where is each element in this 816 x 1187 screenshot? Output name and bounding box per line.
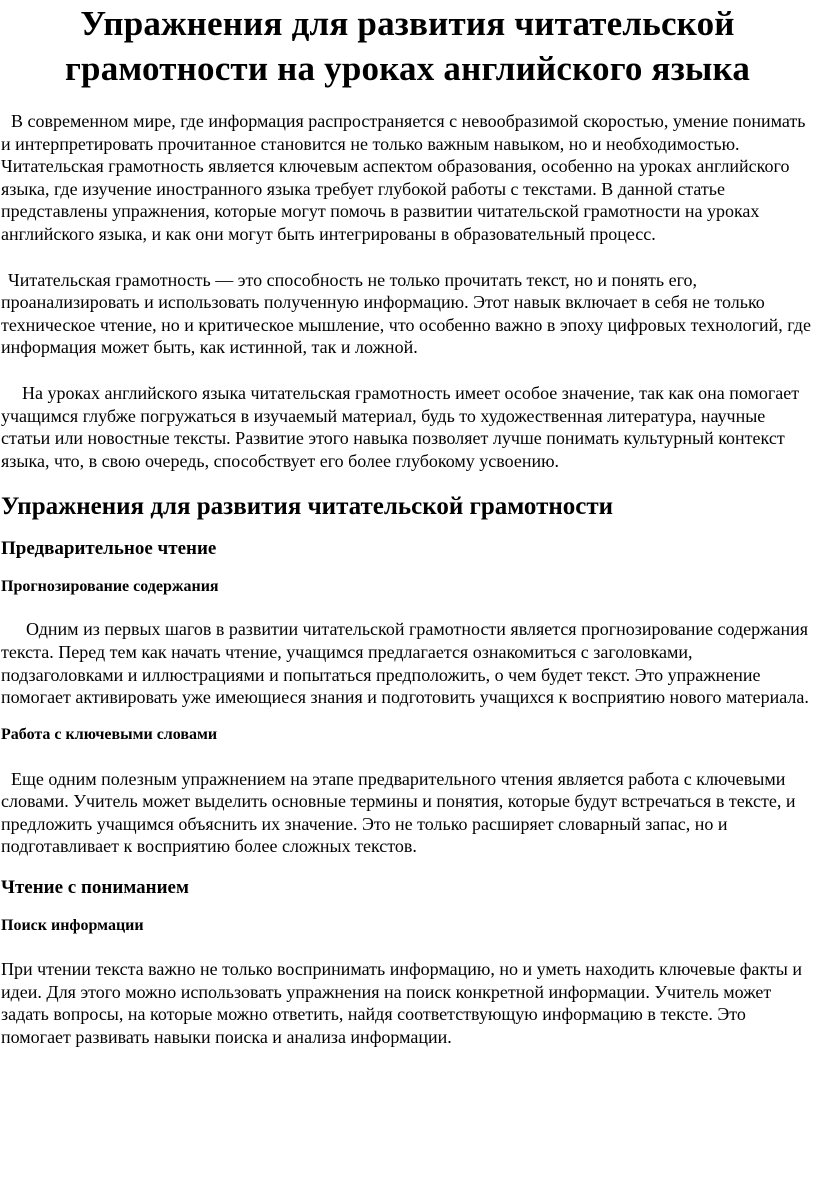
predicting-paragraph: Одним из первых шагов в развитии читательской грамотности является прогнозирование содержания текста. Перед тем как начать чтение, учащимся предлагается ознакомиться с заголовками, подзаголовками и иллюстрациями и попытаться предположить, о чем будет текст. Это упражнение помогает активировать уже имеющиеся знания и подготовить учащихся к восприятию нового материала. bbox=[1, 619, 809, 708]
exercises-section-heading: Упражнения для развития читательской грамотности bbox=[1, 493, 614, 521]
information-search-paragraph: При чтении текста важно не только воспринимать информацию, но и уметь находить ключевые факты и идеи. Для этого можно использовать упражнения на поиск конкретной информации. Учитель может задать вопросы, на которые можно ответить, найдя соответствующую информацию в тексте. Это помогает развивать навыки поиска и анализа информации. bbox=[1, 959, 802, 1047]
information-search-heading: Поиск информации bbox=[1, 917, 144, 935]
reading-comprehension-heading: Чтение с пониманием bbox=[1, 877, 189, 899]
intro-paragraph-3: На уроках английского языка читательская грамотность имеет особое значение, так как она помогает учащимся глубже погружаться в изучаемый материал, будь то художественная литература, научные статьи или новостные тексты. Развитие этого навыка позволяет лучше понимать культурный контекст языка, что, в свою очередь, способствует его более глубокому усвоению. bbox=[1, 382, 800, 471]
intro-paragraph-1: В современном мире, где информация распространяется с невообразимой скоростью, умение понимать и интерпретировать прочитанное становится не только важным навыком, но и необходимостью. Читательская грамотность является ключевым аспектом образования, особенно на уроках английского языка, где изучение иностранного языка требует глубокой работы с текстами. В данной статье представлены упражнения, которые могут помочь в развитии читательской грамотности на уроках английского языка, и как они могут быть интегрированы в образовательный процесс. bbox=[1, 111, 806, 244]
pre-reading-heading: Предварительное чтение bbox=[1, 538, 217, 560]
intro-paragraph-2: Читательская грамотность — это способность не только прочитать текст, но и понять его, проанализировать и использовать полученную информацию. Этот навык включает в себя не только техническое чтение, но и критическое мышление, что особенно важно в эпоху цифровых технологий, где информация может быть, как истинной, так и ложной. bbox=[1, 269, 811, 358]
document-title: Упражнения для развития читательской грамотности на уроках английского языка bbox=[64, 4, 751, 88]
predicting-heading: Прогнозирование содержания bbox=[1, 578, 219, 596]
keywords-paragraph: Еще одним полезным упражнением на этапе предварительного чтения является работа с ключевыми словами. Учитель может выделить основные термины и понятия, которые будут встречаться в тексте, и предложить учащимся объяснить их значение. Это не только расширяет словарный запас, но и подготавливает к восприятию более сложных текстов. bbox=[1, 768, 796, 857]
keywords-heading: Работа с ключевыми словами bbox=[1, 725, 218, 743]
